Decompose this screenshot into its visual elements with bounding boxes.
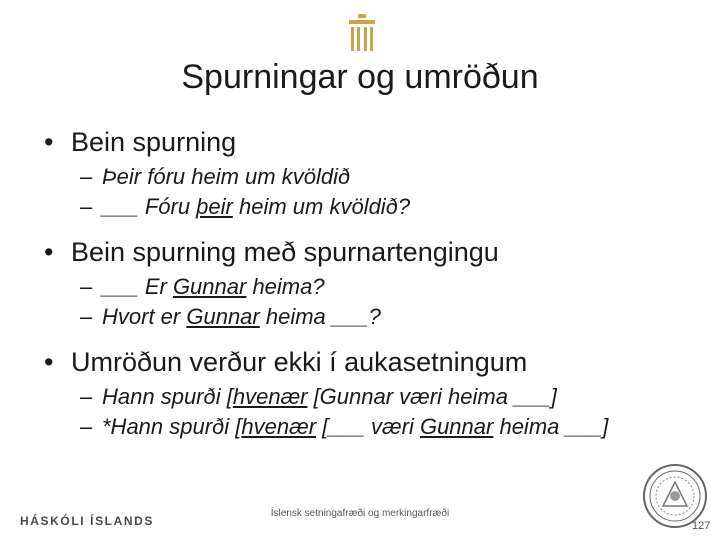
example-text: ___ Fóru: [102, 194, 197, 219]
university-columns-logo: [347, 14, 377, 52]
example-sentence: [44, 382, 704, 412]
underlined-word: hvenær: [241, 414, 317, 439]
underlined-word: þeir: [196, 194, 233, 219]
page-number: 127: [692, 520, 711, 532]
underlined-word: hvenær: [232, 384, 308, 409]
bullet-heading-text: Bein spurning með spurnartengingu: [71, 237, 499, 267]
sub-bullet-dash: –: [80, 194, 93, 219]
example-sentence: [44, 162, 704, 192]
underlined-word: Gunnar: [172, 274, 247, 299]
slide-title: Spurningar og umröðun: [181, 58, 539, 96]
university-wordmark: HÁSKÓLI ÍSLANDS: [20, 514, 155, 528]
section-gap: [44, 332, 704, 346]
bullet-dot: •: [44, 127, 54, 157]
example-text: Hann spurði [: [102, 384, 233, 409]
bullet-heading-text: Umröðun verður ekki í aukasetningum: [71, 347, 528, 377]
example-sentence: [44, 302, 704, 332]
sub-bullet-dash: –: [80, 414, 93, 439]
sub-bullet-dash: –: [80, 304, 93, 329]
example-text: heima?: [246, 274, 325, 299]
underlined-word: Gunnar: [419, 414, 494, 439]
example-sentence: [44, 272, 704, 302]
example-text: heima ___?: [259, 304, 381, 329]
bullet-heading: [44, 346, 704, 378]
example-text: [Gunnar væri heima ___]: [307, 384, 557, 409]
sub-bullet-dash: –: [80, 384, 93, 409]
sub-bullet-dash: –: [80, 164, 93, 189]
example-text: Þeir fóru heim um kvöldið: [102, 164, 351, 189]
example-text: *Hann spurði [: [102, 414, 242, 439]
underlined-word: Gunnar: [186, 304, 260, 329]
bullet-heading: [44, 126, 704, 158]
footer-course-title: Íslensk setningafræði og merkingarfræði: [270, 508, 450, 519]
bullet-dot: •: [44, 237, 54, 267]
bullet-heading: [44, 236, 704, 268]
slide-content: [44, 126, 704, 442]
example-text: ___ Er: [102, 274, 173, 299]
section-gap: [44, 222, 704, 236]
example-text: Hvort er: [102, 304, 187, 329]
bullet-dot: •: [44, 347, 54, 377]
example-text: [___ væri: [316, 414, 420, 439]
example-text: heima ___]: [493, 414, 609, 439]
example-sentence: [44, 192, 704, 222]
example-text: heim um kvöldið?: [232, 194, 411, 219]
bullet-heading-text: Bein spurning: [71, 127, 237, 157]
example-sentence: [44, 412, 704, 442]
sub-bullet-dash: –: [80, 274, 93, 299]
